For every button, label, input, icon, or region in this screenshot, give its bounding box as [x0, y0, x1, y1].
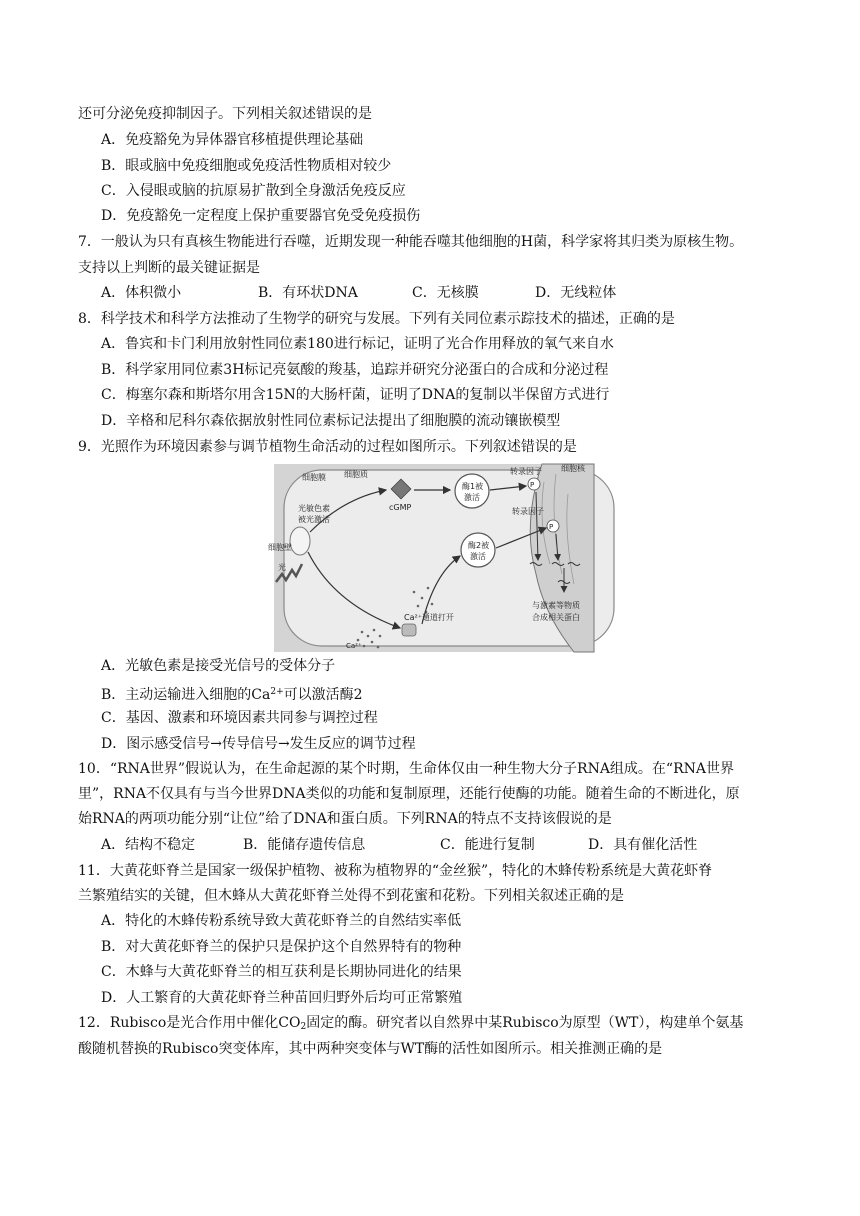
light-signal-pathway-figure — [268, 464, 594, 652]
q12-stem-line1 — [78, 1014, 743, 1036]
label-cell-membrane: 细胞膜 — [302, 473, 326, 482]
q8-option-b: B．科学家用同位素3H标记亮氨酸的羧基，追踪并研究分泌蛋白的合成和分泌过程 — [101, 362, 609, 378]
q11-option-a: A．特化的木蜂传粉系统导致大黄花虾脊兰的自然结实率低 — [101, 913, 462, 929]
phytochrome-receptor — [290, 527, 310, 555]
q10-stem-line3: 始RNA的两项功能分别“让位”给了DNA和蛋白质。下列RNA的特点不支持该假说的是 — [78, 811, 612, 827]
label-enzyme2-line2: 激活 — [470, 552, 486, 561]
q7-option-b: B．有环状DNA — [258, 285, 358, 301]
label-transcription-factor-1: 转录因子 — [510, 467, 542, 476]
q9-option-b — [101, 683, 363, 704]
q10-stem-line2: 里”，RNA不仅具有与当今世界DNA类似的功能和复制原理，还能行使酶的功能。随着生命的不断进化，原 — [78, 786, 740, 802]
label-enzyme2-line1: 酶2被 — [468, 541, 490, 550]
label-calcium-ion: Ca²⁺ — [346, 642, 362, 650]
q6-option-c: C．入侵眼或脑的抗原易扩散到全身激活免疫反应 — [101, 183, 406, 199]
label-cgmp: cGMP — [389, 503, 412, 512]
label-cell-wall: 细胞壁 — [268, 543, 292, 552]
q9-option-b-charge: 2+ — [270, 687, 284, 697]
label-nucleus: 细胞核 — [561, 464, 585, 473]
q11-option-d: D．人工繁育的大黄花虾脊兰种苗回归野外后均可正常繁殖 — [101, 990, 463, 1006]
q8-option-a: A．鲁宾和卡门利用放射性同位素180进行标记，证明了光合作用释放的氧气来自水 — [101, 336, 614, 352]
label-cytoplasm: 细胞质 — [344, 470, 368, 479]
q10-option-c: C．能进行复制 — [440, 837, 535, 853]
enzyme1-circle — [455, 474, 489, 508]
q10-stem-line1: 10．“RNA世界”假说认为，在生命起源的某个时期，生命体仅由一种生物大分子RNA组成。在“RNA世界 — [78, 761, 734, 777]
q11-option-c: C．木蜂与大黄花虾脊兰的相互获利是长期协同进化的结果 — [101, 964, 462, 980]
q12-stem-text: 12．Rubisco是光合作用中催化CO — [78, 1015, 301, 1031]
q6-stem-continuation: 还可分泌免疫抑制因子。下列相关叙述错误的是 — [78, 106, 372, 122]
q6-option-b: B．眼或脑中免疫细胞或免疫活性物质相对较少 — [101, 158, 392, 174]
label-enzyme1-line1: 酶1被 — [462, 482, 484, 491]
q9-option-d: D．图示感受信号→传导信号→发生反应的调节过程 — [101, 736, 416, 752]
label-light: 光 — [278, 563, 286, 572]
q7-stem-line2: 支持以上判断的最关键证据是 — [78, 260, 260, 276]
q11-stem-line1: 11．大黄花虾脊兰是国家一级保护植物、被称为植物界的“金丝猴”，特化的木蜂传粉系统是大黄花虾脊 — [78, 863, 713, 879]
q9-option-c: C．基因、激素和环境因素共同参与调控过程 — [101, 710, 378, 726]
q7-option-a: A．体积微小 — [101, 285, 182, 301]
label-protein-line1: 与激素等物质 — [532, 601, 580, 610]
label-phytochrome-2: 被光激活 — [298, 515, 330, 524]
q12-stem-text-end: 固定的酶。研究者以自然界中某Rubisco为原型（WT），构建单个氨基 — [306, 1015, 744, 1031]
q8-stem: 8．科学技术和科学方法推动了生物学的研究与发展。下列有关同位素示踪技术的描述，正确的是 — [78, 311, 675, 327]
q12-stem-line2: 酸随机替换的Rubisco突变体库，其中两种突变体与WT酶的活性如图所示。相关推测正确的是 — [78, 1041, 663, 1057]
q8-option-d: D．辛格和尼科尔森依据放射性同位素标记法提出了细胞膜的流动镶嵌模型 — [101, 413, 561, 429]
q6-option-a: A．免疫豁免为异体器官移植提供理论基础 — [101, 132, 364, 148]
q9-option-b-text: B．主动运输进入细胞的Ca — [101, 687, 271, 703]
q7-options — [101, 284, 616, 302]
q10-options — [101, 836, 697, 854]
label-phosphate-1: P — [530, 481, 535, 489]
q10-option-a: A．结构不稳定 — [101, 837, 196, 853]
label-phosphate-2: P — [549, 523, 554, 531]
label-enzyme1-line2: 激活 — [464, 493, 480, 502]
q6-option-d: D．免疫豁免一定程度上保护重要器官免受免疫损伤 — [101, 208, 421, 224]
q7-option-d: D．无线粒体 — [535, 285, 617, 301]
q10-option-d: D．具有催化活性 — [588, 837, 698, 853]
q9-option-b-text-end: 可以激活酶2 — [283, 687, 363, 703]
q11-stem-line2: 兰繁殖结实的关键，但木蜂从大黄花虾脊兰处得不到花蜜和花粉。下列相关叙述正确的是 — [78, 888, 624, 904]
calcium-channel — [402, 624, 416, 636]
q11-option-b: B．对大黄花虾脊兰的保护只是保护这个自然界特有的物种 — [101, 939, 462, 955]
label-phytochrome-1: 光敏色素 — [298, 504, 330, 513]
q7-option-c: C．无核膜 — [412, 285, 479, 301]
enzyme2-circle — [461, 533, 495, 567]
q7-stem-line1: 7．一般认为只有真核生物能进行吞噬，近期发现一种能吞噬其他细胞的H菌，科学家将其归类为原核生物。 — [78, 234, 744, 250]
label-protein-line2: 合成相关蛋白 — [532, 613, 580, 622]
q9-option-a: A．光敏色素是接受光信号的受体分子 — [101, 658, 336, 674]
q12-co2-subscript: 2 — [300, 1022, 307, 1032]
q9-stem: 9．光照作为环境因素参与调节植物生命活动的过程如图所示。下列叙述错误的是 — [78, 439, 577, 455]
q10-option-b: B．能储存遗传信息 — [243, 837, 366, 853]
label-calcium-channel: Ca²⁺通道打开 — [404, 613, 454, 622]
label-transcription-factor-2: 转录因子 — [512, 507, 544, 516]
q8-option-c: C．梅塞尔森和斯塔尔用含15N的大肠杆菌，证明了DNA的复制以半保留方式进行 — [101, 387, 610, 403]
